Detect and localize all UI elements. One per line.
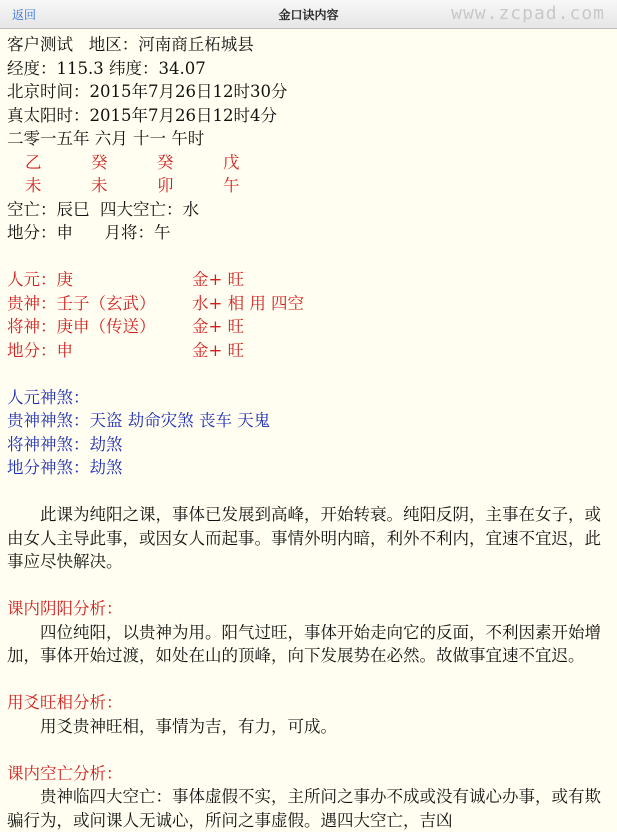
position-state: 水+ 相 用 四空 bbox=[192, 293, 305, 313]
client-name: 客户测试 bbox=[7, 35, 73, 54]
summary-paragraph: 此课为纯阳之课，事体已发展到高峰，开始转衰。纯阳反阴，主事在女子，或由女人主导此事，或因女人而起事。事情外明内暗，利外不利内，宜速不宜迟，此事应尽快解决。 bbox=[7, 505, 601, 571]
nav-bar bbox=[0, 0, 617, 29]
shensha-label: 贵神神煞： bbox=[7, 411, 90, 430]
position-label: 贵神： bbox=[7, 293, 57, 313]
shensha-row-guishen bbox=[7, 409, 612, 433]
latitude-label: 纬度： bbox=[109, 58, 159, 78]
four-kongwang-value: 水 bbox=[182, 199, 199, 219]
position-value: 庚申（传送） bbox=[56, 317, 156, 336]
kongwang-value: 辰巳 bbox=[56, 199, 90, 219]
branch-day: 卯 bbox=[157, 176, 174, 195]
stem-year: 乙 bbox=[25, 152, 42, 172]
kongwang-line bbox=[7, 198, 612, 222]
branch-month: 未 bbox=[91, 176, 108, 195]
shensha-row-difen bbox=[7, 456, 612, 480]
position-label: 人元： bbox=[7, 270, 57, 289]
position-value: 庚 bbox=[56, 270, 73, 289]
solar-time-line bbox=[7, 104, 612, 128]
beijing-time-label: 北京时间： bbox=[7, 82, 90, 101]
page-title: 金口诀内容 bbox=[278, 8, 339, 22]
shensha-label: 地分神煞： bbox=[7, 458, 90, 477]
region-label: 地区： bbox=[88, 35, 139, 54]
position-row-difen bbox=[7, 339, 612, 363]
shensha-label: 人元神煞： bbox=[7, 387, 90, 407]
section-title-wangxiang: 用爻旺相分析： bbox=[7, 693, 123, 712]
branch-year: 未 bbox=[25, 176, 42, 195]
position-value: 申 bbox=[56, 340, 73, 360]
coordinates-line bbox=[7, 57, 612, 81]
section-title-kongwang: 课内空亡分析： bbox=[7, 763, 123, 783]
shensha-label: 将神神煞： bbox=[7, 434, 90, 454]
longitude-value: 115.3 bbox=[56, 58, 104, 78]
region-value: 河南商丘柘城县 bbox=[138, 35, 254, 54]
longitude-label: 经度： bbox=[7, 58, 57, 78]
client-region-line bbox=[7, 33, 612, 57]
difen-value: 申 bbox=[56, 223, 73, 242]
four-kongwang-label: 四大空亡： bbox=[100, 199, 183, 219]
section-text-wangxiang: 用爻贵神旺相，事情为吉，有力，可成。 bbox=[40, 716, 337, 736]
difen-line bbox=[7, 221, 612, 245]
beijing-time-value: 2015年7月26日12时30分 bbox=[89, 82, 288, 101]
section-text-yinyang: 四位纯阳，以贵神为用。阳气过旺，事体开始走向它的反面，不利因素开始增加，事体开始过渡，如处在山的顶峰，向下发展势在必然。故做事宜速不宜迟。 bbox=[7, 622, 601, 665]
position-row-renyuan bbox=[7, 268, 612, 292]
section-text-kongwang: 贵神临四大空亡：事体虚假不实，主所问之事办不成或没有诚心办事，或有欺骗行为，或问课人无诚心，所问之事虚假。遇四大空亡，吉凶 bbox=[7, 787, 601, 830]
back-button[interactable]: 返回 bbox=[12, 8, 37, 22]
shensha-row-jiangshen bbox=[7, 433, 612, 457]
solar-time-value: 2015年7月26日12时4分 bbox=[89, 105, 277, 125]
reading-content bbox=[7, 33, 612, 832]
watermark: www.zcpad.com bbox=[451, 3, 605, 24]
position-row-jiangshen bbox=[7, 315, 612, 339]
heavenly-stems-row bbox=[7, 151, 612, 175]
yuejiang-label: 月将： bbox=[104, 223, 154, 242]
kongwang-label: 空亡： bbox=[7, 199, 57, 219]
stem-day: 癸 bbox=[157, 152, 174, 172]
stem-month: 癸 bbox=[91, 152, 108, 172]
position-label: 将神： bbox=[7, 317, 57, 336]
latitude-value: 34.07 bbox=[158, 58, 206, 78]
position-label: 地分： bbox=[7, 340, 57, 360]
section-title-yinyang: 课内阴阳分析： bbox=[7, 599, 123, 618]
shensha-value: 劫煞 bbox=[89, 434, 123, 454]
lunar-date-line: 二零一五年 六月 十一 午时 bbox=[7, 129, 205, 148]
position-state: 金+ 旺 bbox=[192, 340, 245, 360]
position-value: 壬子（玄武） bbox=[56, 293, 156, 313]
position-state: 金+ 旺 bbox=[192, 317, 245, 336]
stem-hour: 戊 bbox=[223, 152, 240, 172]
position-state: 金+ 旺 bbox=[192, 270, 245, 289]
branch-hour: 午 bbox=[223, 176, 240, 195]
difen-label: 地分： bbox=[7, 223, 57, 242]
earthly-branches-row bbox=[7, 174, 612, 198]
shensha-value: 劫煞 bbox=[89, 458, 123, 477]
beijing-time-line bbox=[7, 80, 612, 104]
position-row-guishen bbox=[7, 292, 612, 316]
solar-time-label: 真太阳时： bbox=[7, 105, 90, 125]
shensha-row-renyuan bbox=[7, 386, 612, 410]
yuejiang-value: 午 bbox=[153, 223, 171, 242]
shensha-value: 天盗 劫命灾煞 丧车 天鬼 bbox=[89, 411, 271, 430]
